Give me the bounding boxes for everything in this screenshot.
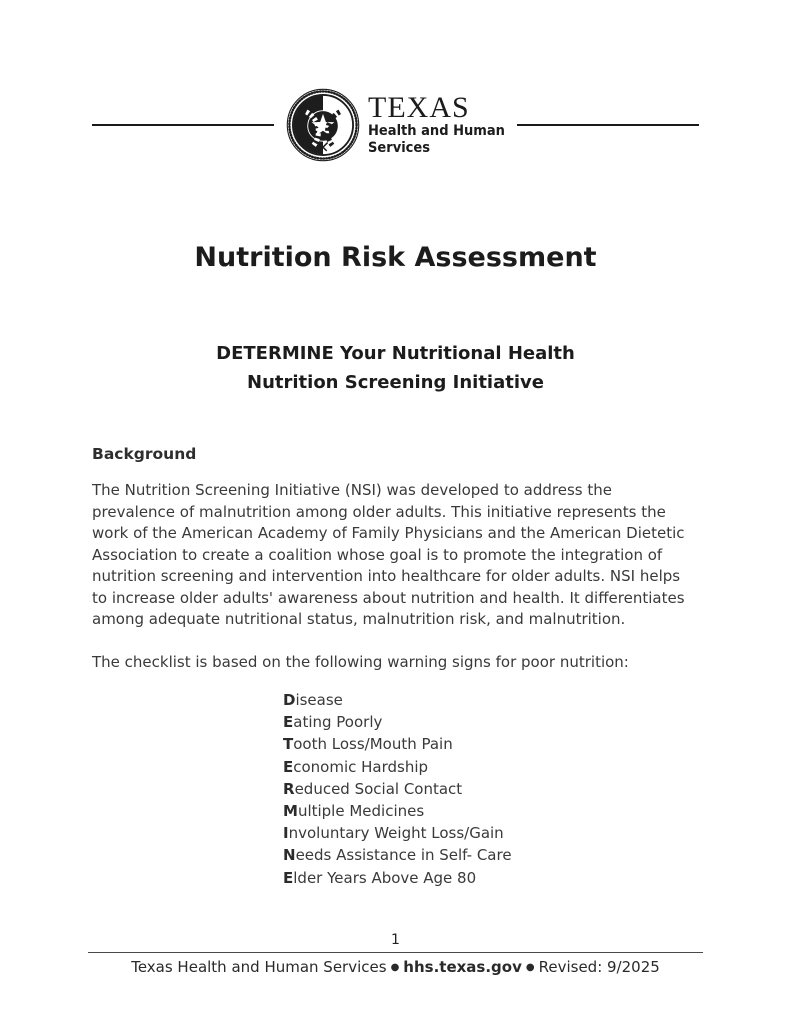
- logo-wordmark: [368, 90, 505, 158]
- subtitle-line2: Nutrition Screening Initiative: [247, 372, 544, 393]
- bullet-separator-icon: ●: [525, 962, 535, 973]
- footer-org: Texas Health and Human Services: [131, 958, 387, 976]
- bullet-separator-icon: ●: [390, 962, 400, 973]
- header-rule-left: [92, 124, 274, 127]
- header: [92, 0, 699, 162]
- determine-item-economic-hardship: [283, 756, 699, 778]
- page-title: Nutrition Risk Assessment: [194, 242, 597, 273]
- determine-rest: nvoluntary Weight Loss/Gain: [288, 824, 504, 843]
- determine-item-eating-poorly: [283, 711, 699, 733]
- determine-rest: ooth Loss/Mouth Pain: [293, 735, 453, 754]
- determine-rest: educed Social Contact: [294, 779, 463, 798]
- determine-rest: conomic Hardship: [293, 757, 429, 776]
- background-paragraph: The Nutrition Screening Initiative (NSI) was developed to address the prevalence of malnutrition among older adults. This initiative represents the work of the American Academy of Family Physicians and the American Dietetic Association to create a coalition whose goal is to promote the integration of nutrition screening and intervention into healthcare for older adults. NSI helps to increase older adults' awareness about nutrition and health. It differentiates among adequate nutritional status, malnutrition risk, and malnutrition.: [92, 481, 685, 628]
- logo-dept-line2: Services: [368, 140, 431, 156]
- determine-initial: D: [283, 691, 296, 709]
- determine-item-multiple-medicines: [283, 800, 699, 822]
- determine-rest: ultiple Medicines: [297, 802, 425, 821]
- determine-item-elder-years: [283, 867, 699, 889]
- determine-item-reduced-social-contact: [283, 778, 699, 800]
- determine-item-disease: [283, 689, 699, 711]
- hhs-logo: [286, 88, 505, 162]
- checklist-intro: The checklist is based on the following warning signs for poor nutrition:: [92, 652, 629, 671]
- subtitle: [0, 339, 791, 397]
- determine-list: [92, 689, 699, 889]
- determine-initial: N: [283, 846, 296, 865]
- determine-initial: M: [283, 802, 298, 821]
- determine-initial: T: [283, 735, 294, 754]
- determine-initial: E: [283, 713, 294, 732]
- determine-item-involuntary-weight: [283, 822, 699, 844]
- footer-revised: Revised: 9/2025: [538, 958, 660, 976]
- header-rule-right: [517, 124, 699, 127]
- texas-state-seal-icon: [286, 88, 360, 162]
- footer-page-number: 1: [391, 932, 400, 948]
- determine-rest: isease: [295, 691, 343, 709]
- subtitle-line1: DETERMINE Your Nutritional Health: [216, 343, 575, 364]
- determine-initial: E: [283, 757, 294, 776]
- determine-initial: R: [283, 779, 295, 798]
- determine-item-needs-assistance: [283, 844, 699, 866]
- logo-org-name: TEXAS: [368, 90, 470, 124]
- footer-text: [0, 958, 791, 976]
- footer: [0, 930, 791, 976]
- logo-dept-line1: Health and Human: [368, 122, 505, 139]
- section-heading-background: Background: [92, 445, 197, 463]
- footer-website: hhs.texas.gov: [403, 958, 522, 976]
- determine-item-tooth-loss: [283, 733, 699, 755]
- determine-initial: I: [283, 824, 289, 843]
- determine-rest: lder Years Above Age 80: [293, 868, 477, 887]
- determine-rest: ating Poorly: [293, 713, 383, 732]
- content: [92, 445, 699, 889]
- determine-initial: E: [283, 868, 294, 887]
- footer-rule: [88, 952, 703, 953]
- determine-rest: eeds Assistance in Self- Care: [295, 846, 512, 865]
